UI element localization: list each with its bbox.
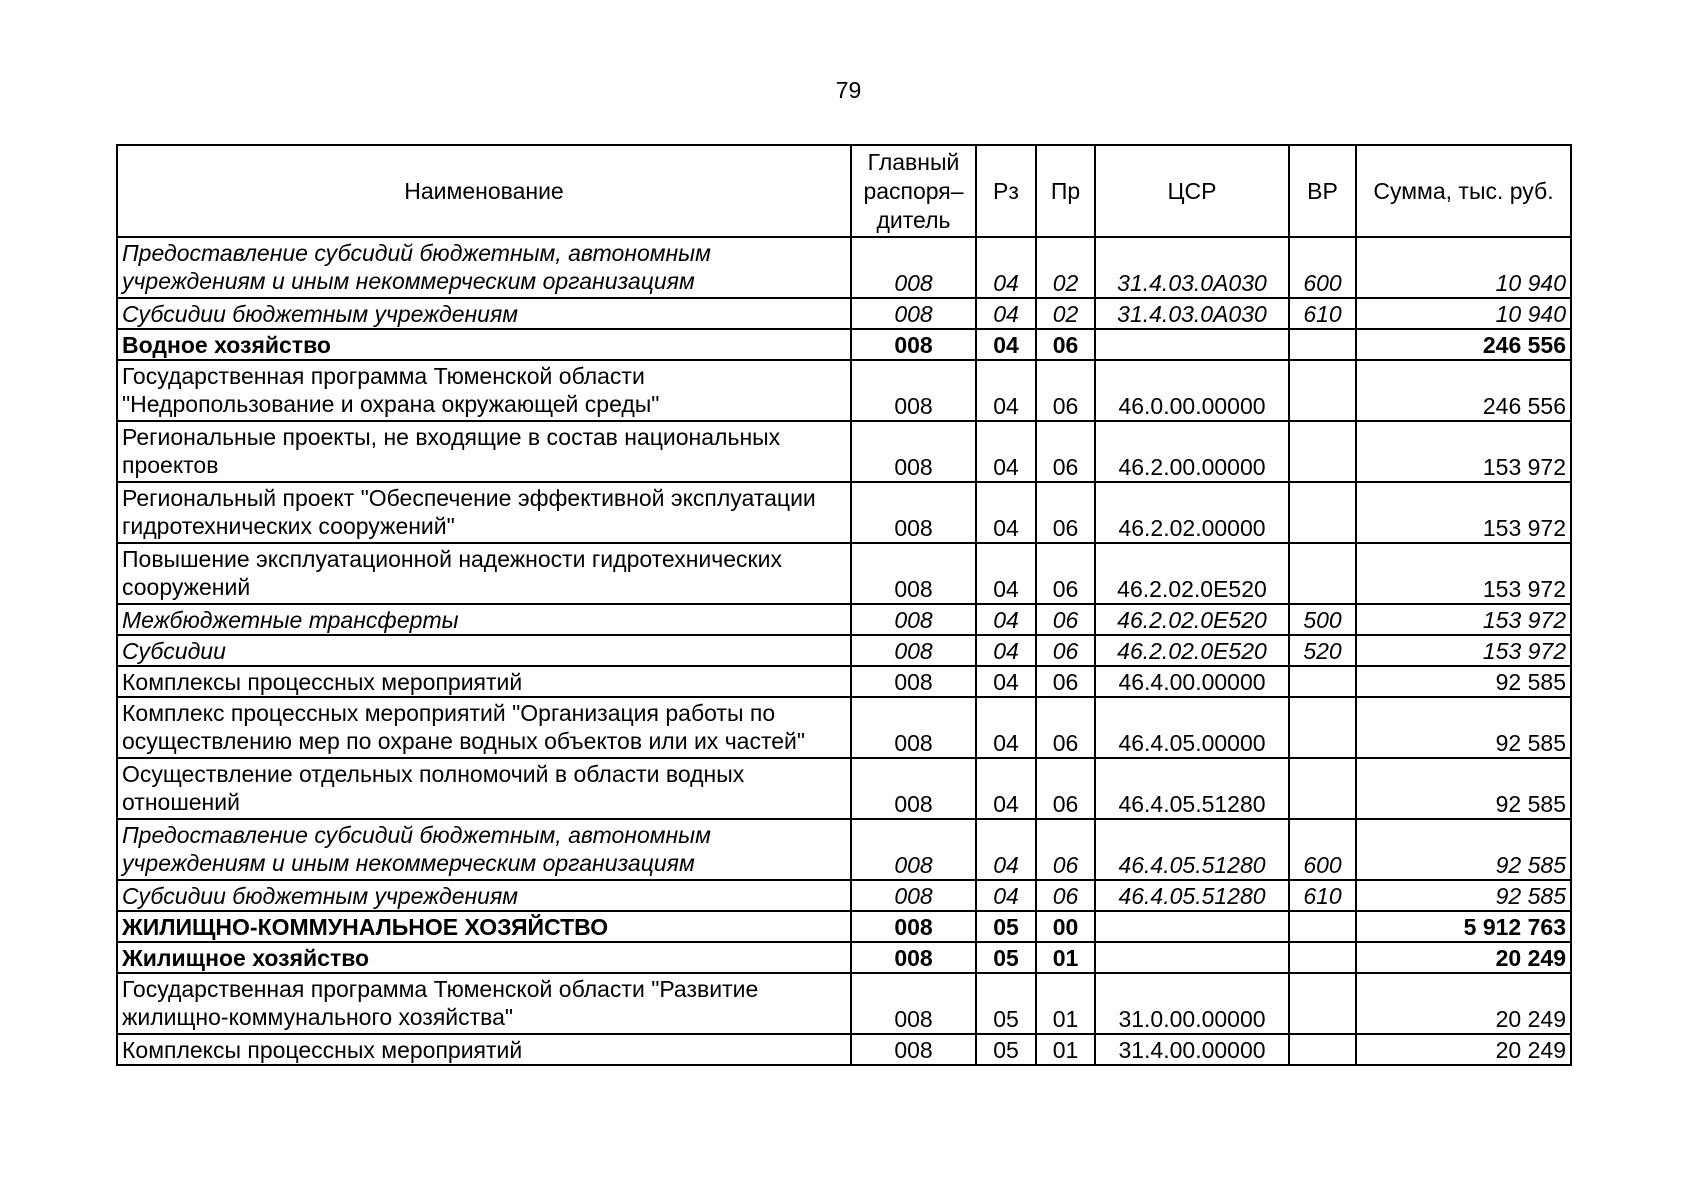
row-expense-type: [1289, 482, 1356, 543]
row-target-article: 46.4.05.51280: [1095, 880, 1289, 911]
row-name-text: Региональный проект "Обеспечение эффективной эксплуатации гидротехнических сооружений": [122, 485, 816, 539]
row-target-article: [1095, 329, 1289, 360]
row-expense-type: 610: [1289, 298, 1356, 329]
row-name-text: Региональные проекты, не входящие в состав национальных проектов: [122, 424, 781, 478]
row-sum: 92 585: [1356, 880, 1571, 911]
table-row: [117, 543, 1571, 604]
row-target-article: 46.2.02.00000: [1095, 482, 1289, 543]
row-section: 05: [976, 942, 1036, 973]
row-section: 04: [976, 421, 1036, 482]
row-sum: 20 249: [1356, 942, 1571, 973]
row-section: 04: [976, 543, 1036, 604]
row-name-text: Осуществление отдельных полномочий в области водных отношений: [122, 761, 745, 815]
row-chief-administrator: 008: [851, 942, 976, 973]
table-row: [117, 360, 1571, 421]
row-expense-type: [1289, 942, 1356, 973]
row-section: 05: [976, 1034, 1036, 1065]
row-name: [117, 666, 851, 697]
row-expense-type: [1289, 360, 1356, 421]
header-subsection: Пр: [1036, 145, 1095, 237]
row-subsection: 06: [1036, 635, 1095, 666]
row-chief-administrator: 008: [851, 329, 976, 360]
row-name: [117, 911, 851, 942]
row-expense-type: [1289, 421, 1356, 482]
row-target-article: 46.2.02.0Е520: [1095, 635, 1289, 666]
header-name: Наименование: [117, 145, 851, 237]
row-name: [117, 604, 851, 635]
row-target-article: 46.2.02.0Е520: [1095, 543, 1289, 604]
row-subsection: 06: [1036, 604, 1095, 635]
table-row: [117, 758, 1571, 819]
table-row: [117, 298, 1571, 329]
row-expense-type: [1289, 543, 1356, 604]
row-expense-type: [1289, 758, 1356, 819]
row-chief-administrator: 008: [851, 973, 976, 1034]
row-sum: 153 972: [1356, 635, 1571, 666]
row-target-article: [1095, 942, 1289, 973]
row-chief-administrator: 008: [851, 543, 976, 604]
row-sum: 10 940: [1356, 298, 1571, 329]
row-subsection: 06: [1036, 819, 1095, 880]
row-sum: 10 940: [1356, 237, 1571, 298]
row-name: [117, 635, 851, 666]
row-subsection: 06: [1036, 880, 1095, 911]
row-subsection: 06: [1036, 697, 1095, 758]
row-expense-type: [1289, 329, 1356, 360]
row-subsection: 01: [1036, 973, 1095, 1034]
row-target-article: 46.0.00.00000: [1095, 360, 1289, 421]
row-target-article: 31.4.03.0А030: [1095, 237, 1289, 298]
row-name-text: Субсидии бюджетным учреждениям: [122, 301, 519, 327]
row-section: 04: [976, 237, 1036, 298]
row-expense-type: [1289, 697, 1356, 758]
row-sum: 153 972: [1356, 482, 1571, 543]
header-sum: Сумма, тыс. руб.: [1356, 145, 1571, 237]
row-name: [117, 1034, 851, 1065]
row-name-text: Водное хозяйство: [122, 332, 331, 358]
header-chief-administrator: Главный распоря– дитель: [851, 145, 976, 237]
table-row: [117, 973, 1571, 1034]
row-expense-type: 600: [1289, 819, 1356, 880]
row-name-text: Повышение эксплуатационной надежности гидротехнических сооружений: [122, 546, 782, 600]
row-name-text: Субсидии бюджетным учреждениям: [122, 883, 519, 909]
row-chief-administrator: 008: [851, 604, 976, 635]
row-name: [117, 329, 851, 360]
row-subsection: 06: [1036, 758, 1095, 819]
row-chief-administrator: 008: [851, 697, 976, 758]
row-name-text: Государственная программа Тюменской области "Недропользование и охрана окружающей среды": [122, 363, 660, 417]
row-name-text: Комплексы процессных мероприятий: [122, 669, 523, 695]
row-chief-administrator: 008: [851, 237, 976, 298]
row-section: 04: [976, 329, 1036, 360]
row-section: 04: [976, 298, 1036, 329]
row-target-article: 46.4.05.00000: [1095, 697, 1289, 758]
row-sum: 92 585: [1356, 697, 1571, 758]
row-name-text: Государственная программа Тюменской области "Развитие жилищно-коммунального хозяйства": [122, 976, 759, 1030]
row-subsection: 06: [1036, 360, 1095, 421]
row-expense-type: 600: [1289, 237, 1356, 298]
row-target-article: 46.2.00.00000: [1095, 421, 1289, 482]
row-section: 04: [976, 635, 1036, 666]
row-subsection: 06: [1036, 666, 1095, 697]
table-row: [117, 911, 1571, 942]
row-name: [117, 973, 851, 1034]
row-chief-administrator: 008: [851, 298, 976, 329]
table-row: [117, 666, 1571, 697]
row-chief-administrator: 008: [851, 880, 976, 911]
row-section: 04: [976, 819, 1036, 880]
header-target-article: ЦСР: [1095, 145, 1289, 237]
table-row: [117, 635, 1571, 666]
table-row: [117, 697, 1571, 758]
row-sum: 153 972: [1356, 543, 1571, 604]
table-row: [117, 819, 1571, 880]
row-subsection: 06: [1036, 329, 1095, 360]
row-name: [117, 758, 851, 819]
header-expense-type: ВР: [1289, 145, 1356, 237]
row-section: 04: [976, 880, 1036, 911]
row-sum: 153 972: [1356, 421, 1571, 482]
row-section: 05: [976, 973, 1036, 1034]
row-name: [117, 880, 851, 911]
table-row: [117, 237, 1571, 298]
row-target-article: 46.4.00.00000: [1095, 666, 1289, 697]
row-expense-type: 610: [1289, 880, 1356, 911]
header-section: Рз: [976, 145, 1036, 237]
row-subsection: 02: [1036, 298, 1095, 329]
row-name: [117, 298, 851, 329]
row-subsection: 06: [1036, 421, 1095, 482]
row-expense-type: 520: [1289, 635, 1356, 666]
row-expense-type: [1289, 1034, 1356, 1065]
row-chief-administrator: 008: [851, 635, 976, 666]
table-header-row: [117, 145, 1571, 237]
row-sum: 92 585: [1356, 758, 1571, 819]
row-section: 04: [976, 697, 1036, 758]
table-row: [117, 942, 1571, 973]
row-target-article: 46.4.05.51280: [1095, 758, 1289, 819]
row-chief-administrator: 008: [851, 1034, 976, 1065]
table-row: [117, 1034, 1571, 1065]
page-number: 79: [835, 77, 862, 103]
row-chief-administrator: 008: [851, 758, 976, 819]
row-name-text: Предоставление субсидий бюджетным, автономным учреждениям и иным некоммерческим организациям: [122, 240, 711, 294]
row-name: [117, 421, 851, 482]
row-name-text: Межбюджетные трансферты: [122, 607, 459, 633]
row-target-article: 46.4.05.51280: [1095, 819, 1289, 880]
row-chief-administrator: 008: [851, 819, 976, 880]
row-name: [117, 482, 851, 543]
row-section: 04: [976, 758, 1036, 819]
row-subsection: 00: [1036, 911, 1095, 942]
table-row: [117, 421, 1571, 482]
row-name-text: Жилищное хозяйство: [122, 945, 370, 971]
table-row: [117, 329, 1571, 360]
row-sum: 246 556: [1356, 329, 1571, 360]
row-expense-type: 500: [1289, 604, 1356, 635]
row-target-article: [1095, 911, 1289, 942]
row-target-article: 31.4.00.00000: [1095, 1034, 1289, 1065]
row-name-text: Комплексы процессных мероприятий: [122, 1037, 523, 1063]
row-name-text: Предоставление субсидий бюджетным, автономным учреждениям и иным некоммерческим организациям: [122, 822, 711, 876]
row-chief-administrator: 008: [851, 911, 976, 942]
row-chief-administrator: 008: [851, 666, 976, 697]
row-expense-type: [1289, 666, 1356, 697]
row-sum: 246 556: [1356, 360, 1571, 421]
row-section: 04: [976, 360, 1036, 421]
row-name: [117, 942, 851, 973]
row-section: 05: [976, 911, 1036, 942]
row-name: [117, 543, 851, 604]
row-expense-type: [1289, 973, 1356, 1034]
table-row: [117, 604, 1571, 635]
row-section: 04: [976, 604, 1036, 635]
row-name: [117, 819, 851, 880]
budget-table: [116, 144, 1572, 1066]
row-chief-administrator: 008: [851, 360, 976, 421]
table-row: [117, 482, 1571, 543]
row-section: 04: [976, 482, 1036, 543]
row-subsection: 01: [1036, 942, 1095, 973]
row-sum: 20 249: [1356, 973, 1571, 1034]
row-sum: 20 249: [1356, 1034, 1571, 1065]
row-chief-administrator: 008: [851, 482, 976, 543]
row-name-text: Комплекс процессных мероприятий "Организация работы по осуществлению мер по охране водных объектов или их частей": [122, 700, 806, 754]
row-subsection: 02: [1036, 237, 1095, 298]
row-name: [117, 237, 851, 298]
row-subsection: 06: [1036, 482, 1095, 543]
row-chief-administrator: 008: [851, 421, 976, 482]
row-name-text: ЖИЛИЩНО-КОММУНАЛЬНОЕ ХОЗЯЙСТВО: [122, 914, 609, 940]
row-target-article: 46.2.02.0Е520: [1095, 604, 1289, 635]
row-target-article: 31.0.00.00000: [1095, 973, 1289, 1034]
row-sum: 5 912 763: [1356, 911, 1571, 942]
row-subsection: 01: [1036, 1034, 1095, 1065]
table-row: [117, 880, 1571, 911]
row-name: [117, 697, 851, 758]
row-section: 04: [976, 666, 1036, 697]
row-sum: 153 972: [1356, 604, 1571, 635]
row-sum: 92 585: [1356, 666, 1571, 697]
row-name-text: Субсидии: [122, 638, 226, 664]
row-sum: 92 585: [1356, 819, 1571, 880]
row-target-article: 31.4.03.0А030: [1095, 298, 1289, 329]
row-name: [117, 360, 851, 421]
row-expense-type: [1289, 911, 1356, 942]
row-subsection: 06: [1036, 543, 1095, 604]
